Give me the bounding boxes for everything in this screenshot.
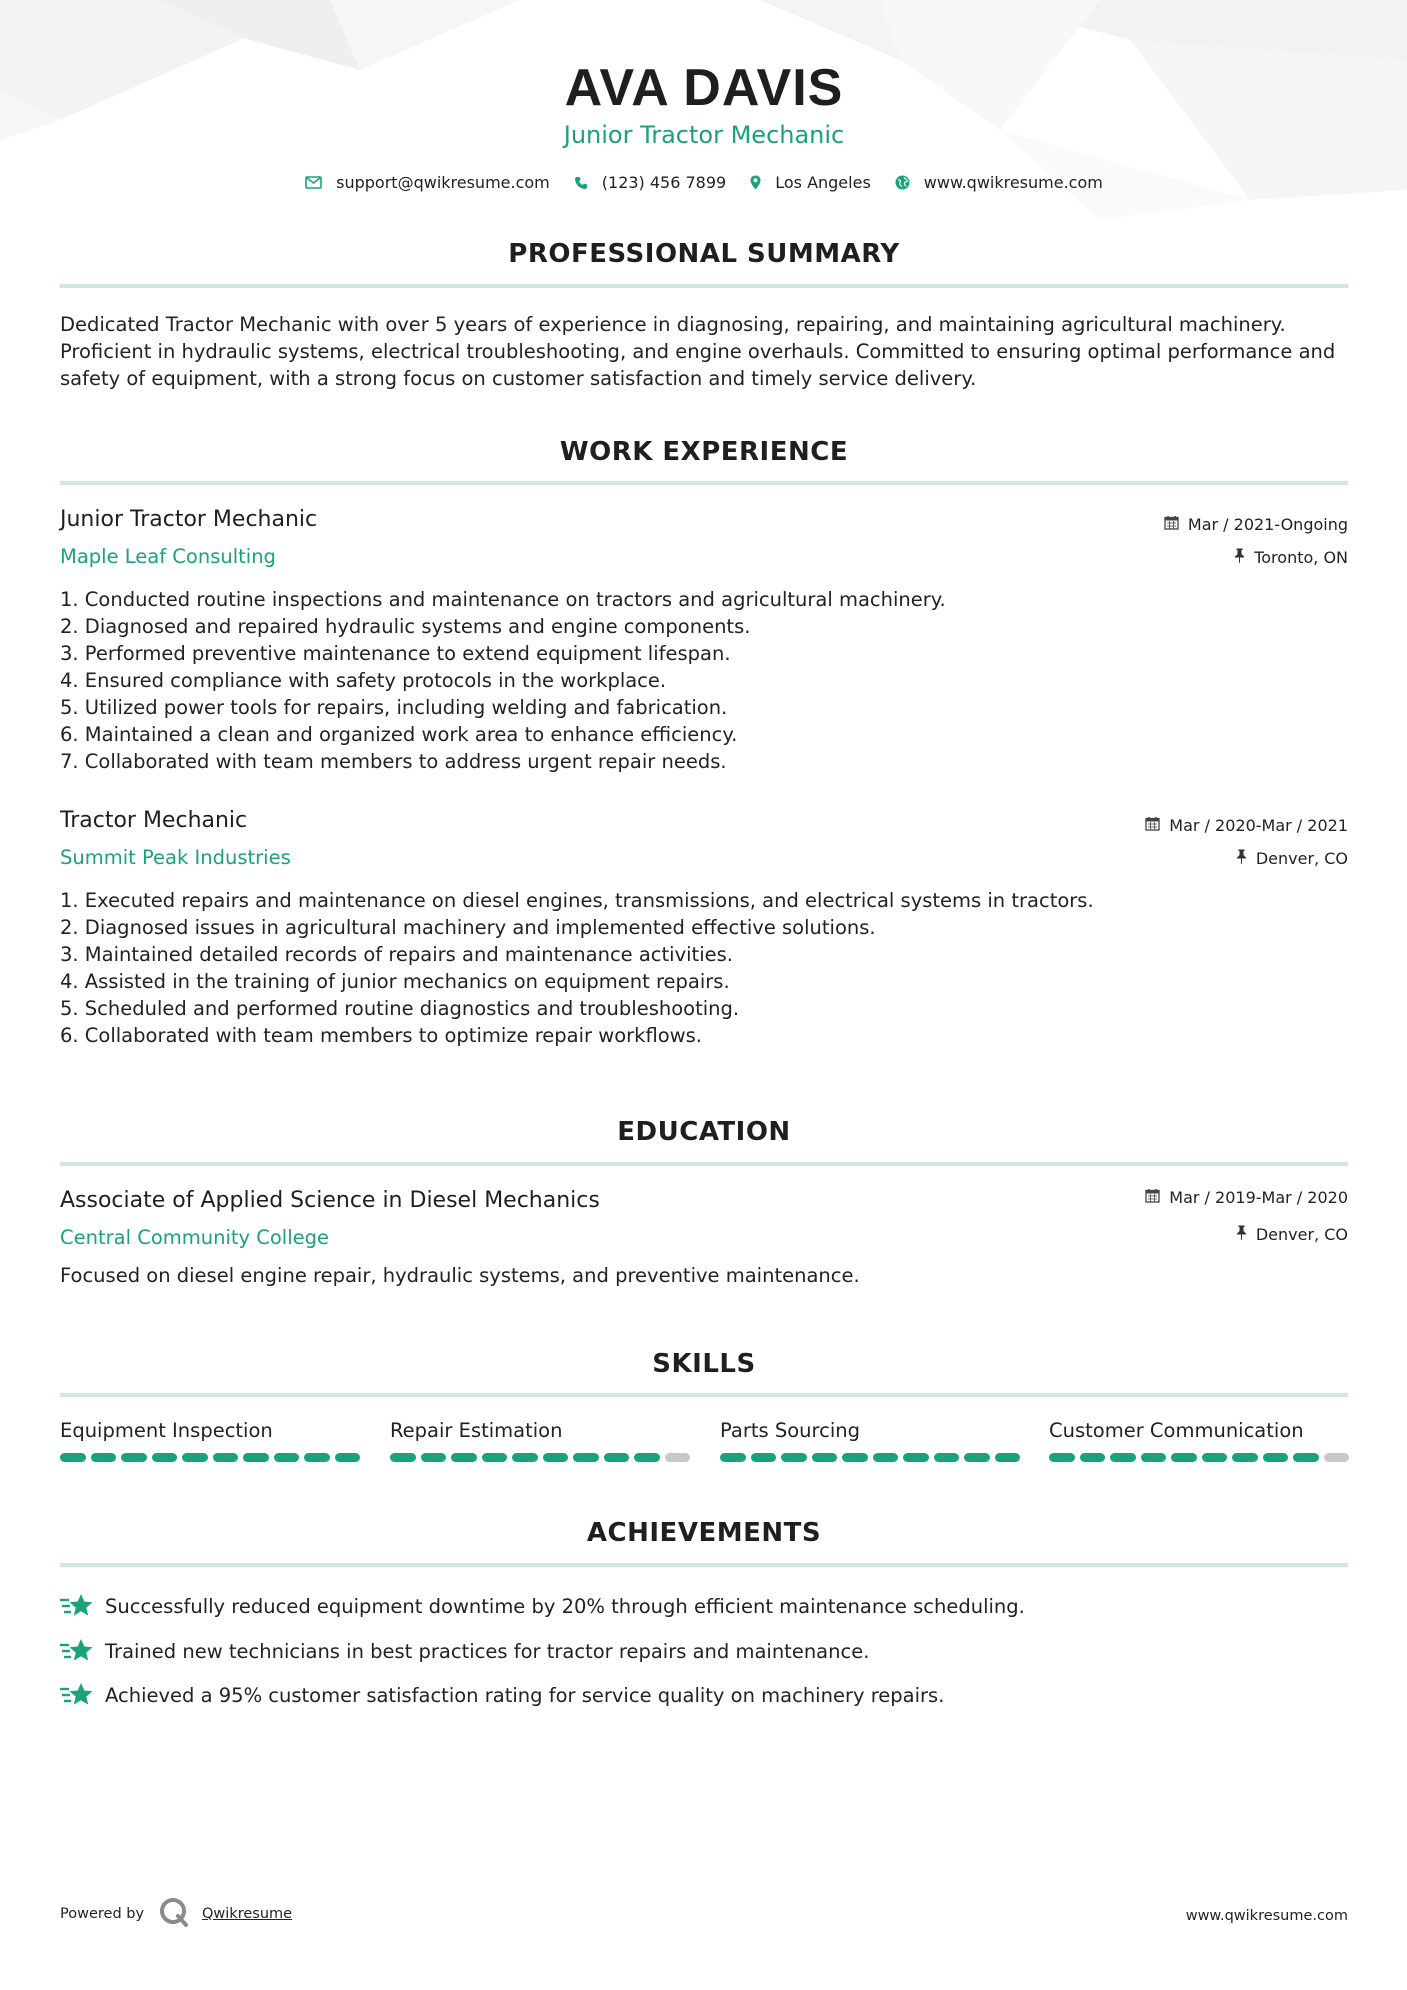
list-item: 5. Scheduled and performed routine diagnostics and troubleshooting. [60, 997, 740, 1020]
skill-segment-filled [152, 1453, 178, 1462]
education-divider [60, 1162, 1348, 1166]
skill-name: Parts Sourcing [720, 1419, 860, 1442]
calendar-icon [1164, 515, 1179, 534]
pushpin-icon [1236, 849, 1247, 868]
skill-item [1049, 1419, 1349, 1462]
powered-by-label: Powered by [60, 1906, 145, 1922]
list-item: 5. Utilized power tools for repairs, including welding and fabrication. [60, 696, 728, 719]
skill-segment-filled [1293, 1453, 1319, 1462]
location-text: Denver, CO [1255, 1225, 1348, 1244]
experience-heading: WORK EXPERIENCE [559, 437, 849, 467]
skill-segment-filled [121, 1453, 147, 1462]
list-item: 6. Collaborated with team members to optimize repair workflows. [60, 1024, 702, 1047]
skill-segment-empty [665, 1453, 691, 1462]
list-item: 3. Maintained detailed records of repairs and maintenance activities. [60, 943, 733, 966]
skill-level-bar [390, 1453, 690, 1462]
phone-icon [574, 176, 588, 190]
phone-text: (123) 456 7899 [601, 173, 727, 192]
education-description: Focused on diesel engine repair, hydraulic systems, and preventive maintenance. [60, 1264, 860, 1287]
list-item: 3. Performed preventive maintenance to extend equipment lifespan. [60, 642, 731, 665]
job-location-2 [1236, 849, 1348, 868]
contact-phone[interactable] [574, 173, 726, 192]
dates-text: Mar / 2020-Mar / 2021 [1169, 816, 1348, 835]
skills-heading: SKILLS [652, 1349, 756, 1379]
job-dates-1 [1164, 515, 1348, 534]
calendar-icon [1145, 816, 1160, 835]
skill-segment-filled [842, 1453, 868, 1462]
calendar-icon [1145, 1188, 1160, 1207]
skill-segment-filled [751, 1453, 777, 1462]
list-item: 2. Diagnosed and repaired hydraulic systems and engine components. [60, 615, 751, 638]
skill-segment-filled [1202, 1453, 1228, 1462]
achievements-divider [60, 1563, 1348, 1567]
candidate-title: Junior Tractor Mechanic [563, 121, 845, 149]
achievements-heading: ACHIEVEMENTS [586, 1518, 822, 1548]
skill-segment-filled [213, 1453, 239, 1462]
dates-text: Mar / 2019-Mar / 2020 [1169, 1188, 1348, 1207]
qwikresume-link[interactable]: Qwikresume [202, 1906, 293, 1922]
skill-segment-filled [995, 1453, 1021, 1462]
location-text: Los Angeles [775, 173, 871, 192]
list-item: 1. Conducted routine inspections and maintenance on tractors and agricultural machinery. [60, 588, 946, 611]
website-text: www.qwikresume.com [923, 173, 1103, 192]
pushpin-icon [1236, 1225, 1247, 1244]
job-location-1 [1234, 548, 1348, 567]
skill-segment-filled [182, 1453, 208, 1462]
achievement-item [60, 1591, 1025, 1621]
company-2: Summit Peak Industries [60, 846, 291, 869]
skill-segment-filled [274, 1453, 300, 1462]
achievement-item [60, 1636, 869, 1666]
degree-title: Associate of Applied Science in Diesel Mechanics [60, 1188, 600, 1213]
email-text: support@qwikresume.com [336, 173, 550, 192]
skills-divider [60, 1393, 1348, 1397]
skill-segment-filled [60, 1453, 86, 1462]
skill-segment-filled [903, 1453, 929, 1462]
skill-segment-filled [543, 1453, 569, 1462]
skill-name: Customer Communication [1049, 1419, 1304, 1442]
job-title-2: Tractor Mechanic [60, 808, 248, 833]
list-item: 6. Maintained a clean and organized work area to enhance efficiency. [60, 723, 738, 746]
skill-name: Repair Estimation [390, 1419, 563, 1442]
contact-email[interactable] [305, 173, 550, 192]
skill-item [60, 1419, 360, 1462]
education-dates [1145, 1188, 1348, 1207]
contact-website[interactable] [895, 173, 1103, 192]
skill-segment-filled [781, 1453, 807, 1462]
achievement-text: Successfully reduced equipment downtime by 20% through efficient maintenance scheduling. [105, 1594, 1025, 1618]
skill-segment-filled [1110, 1453, 1136, 1462]
education-location [1236, 1225, 1348, 1244]
education-heading: EDUCATION [617, 1117, 791, 1147]
skill-segment-filled [1080, 1453, 1106, 1462]
skill-segment-filled [812, 1453, 838, 1462]
job-dates-2 [1145, 816, 1348, 835]
school-name: Central Community College [60, 1226, 330, 1249]
skill-segment-filled [964, 1453, 990, 1462]
list-item: 7. Collaborated with team members to address urgent repair needs. [60, 750, 727, 773]
qwikresume-logo-icon [158, 1896, 190, 1932]
envelope-icon [305, 176, 322, 189]
skill-segment-filled [243, 1453, 269, 1462]
skill-segment-empty [1324, 1453, 1350, 1462]
job-title-1: Junior Tractor Mechanic [60, 507, 318, 532]
job-duties-1 [60, 586, 946, 775]
footer-website[interactable]: www.qwikresume.com [1185, 1908, 1348, 1924]
location-text: Denver, CO [1255, 849, 1348, 868]
skill-segment-filled [335, 1453, 361, 1462]
list-item: 2. Diagnosed issues in agricultural machinery and implemented effective solutions. [60, 916, 876, 939]
skill-segment-filled [573, 1453, 599, 1462]
skill-segment-filled [390, 1453, 416, 1462]
skill-segment-filled [482, 1453, 508, 1462]
summary-text: Dedicated Tractor Mechanic with over 5 years of experience in diagnosing, repairing, and maintaining agricultural machinery. Proficient in hydraulic systems, electrical troubleshooting, and engine overhauls. Committed to ensuring optimal performance and safety of equipment, with a strong focus on customer satisfaction and timely service delivery. [60, 313, 1336, 390]
skill-segment-filled [604, 1453, 630, 1462]
skill-segment-filled [1141, 1453, 1167, 1462]
summary-heading: PROFESSIONAL SUMMARY [508, 239, 900, 269]
skill-segment-filled [304, 1453, 330, 1462]
list-item: 4. Ensured compliance with safety protocols in the workplace. [60, 669, 667, 692]
skill-segment-filled [1263, 1453, 1289, 1462]
list-item: 4. Assisted in the training of junior mechanics on equipment repairs. [60, 970, 730, 993]
dates-text: Mar / 2021-Ongoing [1187, 515, 1348, 534]
skill-level-bar [1049, 1453, 1349, 1462]
skill-name: Equipment Inspection [60, 1419, 273, 1442]
skill-segment-filled [1049, 1453, 1075, 1462]
achievement-item [60, 1680, 944, 1710]
list-item: 1. Executed repairs and maintenance on diesel engines, transmissions, and electrical systems in tractors. [60, 889, 1094, 912]
footer [60, 1896, 1348, 1936]
skill-segment-filled [512, 1453, 538, 1462]
skill-segment-filled [451, 1453, 477, 1462]
star-icon [60, 1680, 94, 1710]
globe-icon [895, 175, 910, 190]
skill-segment-filled [91, 1453, 117, 1462]
header-background-pattern [0, 0, 1407, 240]
star-icon [60, 1636, 94, 1666]
skill-segment-filled [720, 1453, 746, 1462]
contact-location [750, 173, 871, 192]
candidate-name: AVA DAVIS [564, 59, 844, 117]
summary-divider [60, 284, 1348, 288]
skill-segment-filled [1232, 1453, 1258, 1462]
location-text: Toronto, ON [1254, 548, 1348, 567]
skill-segment-filled [634, 1453, 660, 1462]
skill-segment-filled [873, 1453, 899, 1462]
skill-segment-filled [1171, 1453, 1197, 1462]
contact-bar [60, 173, 1348, 192]
experience-divider [60, 481, 1348, 485]
job-duties-2 [60, 887, 1094, 1049]
map-pin-icon [750, 175, 761, 190]
skill-segment-filled [421, 1453, 447, 1462]
skill-level-bar [720, 1453, 1020, 1462]
skill-level-bar [60, 1453, 360, 1462]
skill-item [720, 1419, 1020, 1462]
skill-segment-filled [934, 1453, 960, 1462]
star-icon [60, 1591, 94, 1621]
achievement-text: Trained new technicians in best practices for tractor repairs and maintenance. [105, 1639, 870, 1663]
company-1: Maple Leaf Consulting [60, 545, 276, 568]
pushpin-icon [1234, 548, 1245, 567]
skill-item [390, 1419, 690, 1462]
achievement-text: Achieved a 95% customer satisfaction rating for service quality on machinery repairs. [105, 1683, 945, 1707]
